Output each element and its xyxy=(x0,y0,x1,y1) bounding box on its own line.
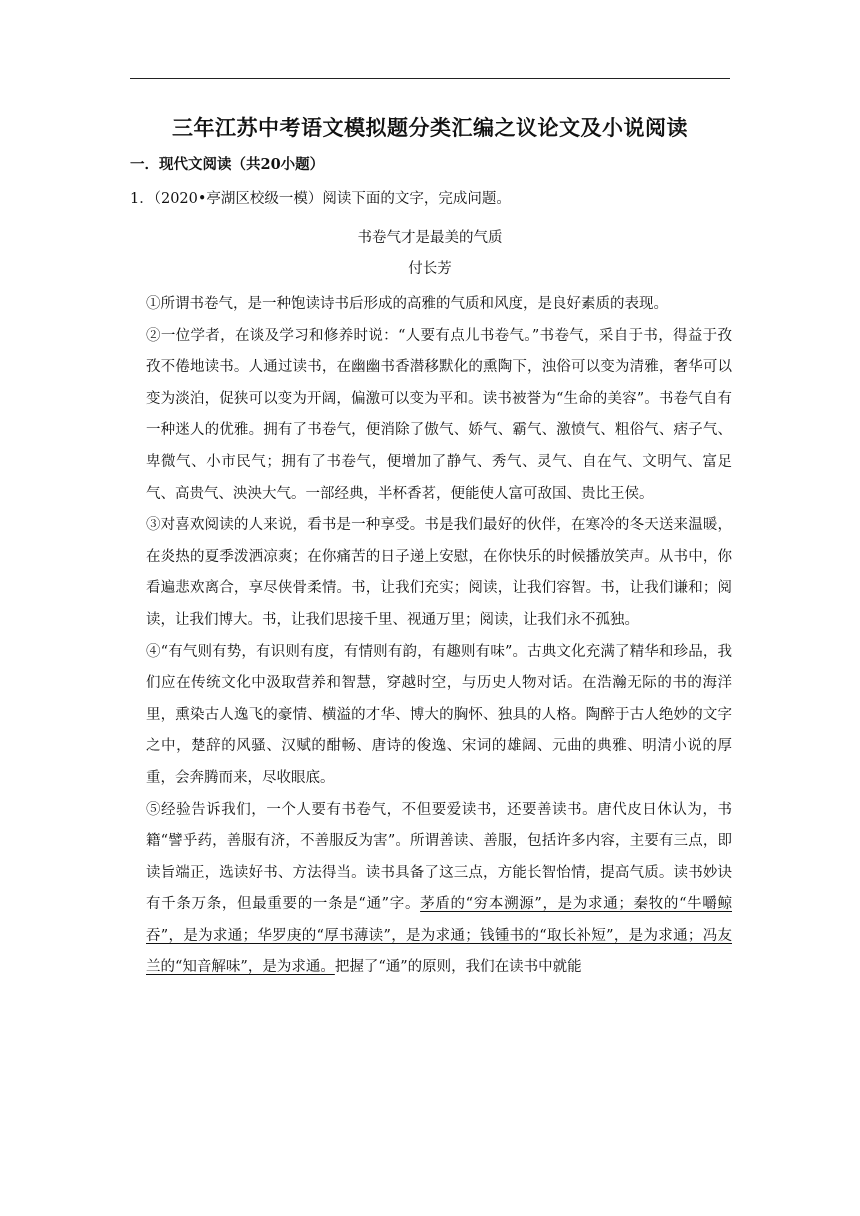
paragraph-4: ④“有气则有势，有识则有度，有情则有韵，有趣则有味”。古典文化充满了精华和珍品，我们应在传统文化中汲取营养和智慧，穿越时空，与历史人物对话。在浩瀚无际的书的海洋里，熏染古人逸飞的豪情、横溢的才华、博大的胸怀、独具的人格。陶醉于古人绝妙的文字之中，楚辞的风骚、汉赋的酣畅、唐诗的俊逸、宋词的雄阔、元曲的典雅、明清小说的厚重，会奔腾而来，尽收眼底。 xyxy=(146,643,732,786)
underlined-passage: 茅盾的“穷本溯源”，是为求通；秦牧的“牛嚼鲸吞”，是为求通；华罗庚的“厚书薄读”，是为求通；钱锺书的“取长补短”，是为求通；冯友兰的“知音解味”，是为求通。 xyxy=(146,896,732,976)
paragraph-5-end: 把握了“通”的原则，我们在读书中就能 xyxy=(334,959,582,976)
question-prompt: 1．（2020•亭湖区校级一模）阅读下面的文字，完成问题。 xyxy=(130,191,511,207)
section-heading: 一．现代文阅读（共20小题） xyxy=(130,156,325,173)
article-author: 付长芳 xyxy=(408,261,452,277)
paragraph-5 xyxy=(146,795,732,985)
paragraph-2: ②一位学者，在谈及学习和修养时说：“人要有点儿书卷气。”书卷气，采自于书，得益于孜孜不倦地读书。人通过读书，在幽幽书香潜移默化的熏陶下，浊俗可以变为清雅，奢华可以变为淡泊，促狭可以变为开阔，偏激可以变为平和。读书被誉为“生命的美容”。书卷气自有一种迷人的优雅。拥有了书卷气，便消除了傲气、娇气、霸气、激愤气、粗俗气、痞子气、卑微气、小市民气；拥有了书卷气，便增加了静气、秀气、灵气、自在气、文明气、富足气、高贵气、泱泱大气。一部经典，半杯香茗，便能使人富可敌国、贵比王侯。 xyxy=(146,327,732,502)
header-rule xyxy=(130,78,730,79)
article-title: 书卷气才是最美的气质 xyxy=(357,230,503,246)
paragraph-3: ③对喜欢阅读的人来说，看书是一种享受。书是我们最好的伙伴，在寒冷的冬天送来温暖，在炎热的夏季泼洒凉爽；在你痛苦的日子递上安慰，在你快乐的时候播放笑声。从书中，你看遍悲欢离合，享尽侠骨柔情。书，让我们充实；阅读，让我们容智。书，让我们谦和；阅读，让我们博大。书，让我们思接千里、视通万里；阅读，让我们永不孤独。 xyxy=(146,517,732,628)
paragraph-5-start: ⑤经验告诉我们，一个人要有书卷气，不但要爱读书，还要善读书。唐代皮日休认为，书籍“譬乎药，善服有济，不善服反为害”。所谓善读、善服，包括许多内容，主要有三点，即读旨端正，选读好书、方法得当。读书具备了这三点，方能长智怡情，提高气质。读书妙诀有千条万条，但最重要的一条是“通”字。 xyxy=(146,801,732,913)
paragraph-1: ①所谓书卷气，是一种饱读诗书后形成的高雅的气质和风度，是良好素质的表现。 xyxy=(146,296,668,312)
document-title: 三年江苏中考语文模拟题分类汇编之议论文及小说阅读 xyxy=(172,115,688,140)
article-body xyxy=(146,289,732,984)
